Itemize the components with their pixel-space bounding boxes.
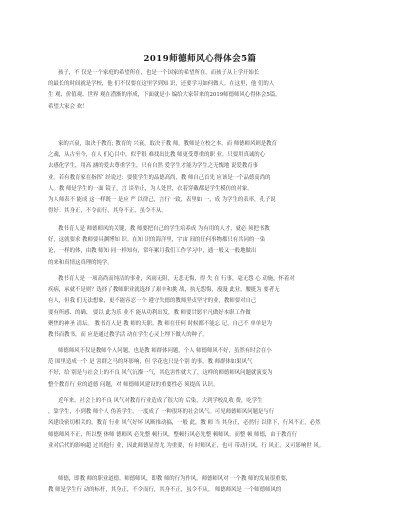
paragraph-7 (48, 474, 360, 496)
text-line: 要有所感、的确、 要以 此为乐 业不 能从功利出发，教 师要甘愿平凡做好本职工作做 (48, 309, 251, 316)
text-line: 教书而教书，而 应是通过教学活 动在学生心灵上埋下做人的种子。 (48, 332, 208, 339)
text-line: 业。若有教育家在指挥‘ 经说过：要使学生的品德高尚，教 师自己首先 应该是一个品德高尚的 (48, 174, 271, 181)
text-line: 的来和真情这真理的纯学。 (48, 259, 113, 266)
text-line: 好，这就要求 教师要具渊博知 识。在知 识的海洋里，宇宙 间的任何事物都只有共同的一染 (48, 237, 266, 244)
text-line: 有人，但我 们无法想象，更不能容忍一个 遵守失德的教师坚贞坚守的业，教师要对自己 (48, 298, 257, 305)
document-title: 2019师德师风心得体会5篇 (143, 54, 257, 64)
text-line: 业对后代的影响超 过其他行 业，因此师德显得尤 为重要，有 时师风正，也可 带动行风，行 风正，又可影响世 风。 (48, 442, 325, 449)
text-line: 教书育人是 一项高尚而纯洁的事业，风雨无阻，无悲无悔，得 失 在 行事，毫无怨 心 动施，怀着对 (58, 276, 295, 282)
text-line: 整个教育行 业的道德 问题，对 师德师风建设的重要性必 须提高 认识。 (48, 381, 219, 388)
text-line: 疾病，承就不是则？选择了教师职业就选择了艰辛和挑 战，执无怨悔，漫漫 此业，腰挺为 要者无 (48, 287, 280, 294)
text-line: 师德师风不仅是教师个人问题，也是教 师群体问题，个人 师德师风不好，虽然有时会在小 (58, 348, 272, 354)
text-line: 生 观、价值观、世界 观在潜渐的形成，下面就是小 编给大家带来的2019师德师风心得体会5篇， (48, 92, 281, 99)
paragraph-3 (48, 224, 360, 269)
paragraph-5 (48, 346, 360, 391)
paragraph-4 (48, 274, 360, 341)
text-line: 师德师风不正，所以整 体师 德师风 必先整 顿行风，整顿行风必先整 顿师风，而整 顿 师德，由于教育行 (48, 431, 298, 438)
text-line: 教书育人是 师德师风的关键，教 师要把自己的学生培养成 为有用的人才，就必 须把书教 (58, 226, 270, 232)
text-line: 孩子，不 仅是一个家庭的希望所在，也是一个国家的希望所在。而孩子从上学开始长 (58, 70, 260, 76)
text-line: 教 师是学生行 动的标杆，其身正，不令而行，其身不正，虽令不从。 师德师风是 一个师德师风的 (48, 487, 282, 494)
text-line: 师德，即教 师的职业道德。师德师风，即教 师的行为作风。师德师风对 一个教 师的发展很重要， (58, 476, 292, 482)
text-line: 得好：其身正，不令而行，其身不正，虽令不从。 (48, 208, 167, 215)
text-line: 人。教 师是学生的一面 镜子，言 谈举止，为人处世，衣着穿戴都是学生模仿的对象。 (48, 185, 253, 192)
paragraph-6 (48, 396, 360, 452)
text-line: 为人师表不 能成 这一样既一 是应 严 以律己，言行一致，表里如 一，成 为学生的表率，孔子说 (48, 197, 276, 204)
text-line: 去感化学生，用高 涵的爱去尊重学生，只有自然 爱学生才能为学生之无愧地 说爱教育事 (48, 163, 258, 170)
text-line: 不好，给 别是与社会上的不良 风气沆瀣一气，其危害性就大了，这样的师德师风问题就演变为 (48, 370, 273, 377)
text-line: 聚焦的神圣 清坛。 教书育人是 教 师的天职。教 师在任何 时候都不能忘 记，自己不 单单是为 (48, 320, 272, 327)
text-line: 家的兴衰，取决于教育; 教育的 兴衰，取决于教 师，教师是立校之本。而 师德师风则是教育 (58, 141, 277, 147)
text-line: 风建设密切相关的，教育 行业 风气好坏 风断推动搞，一般 此，教 师 当 其身正，必然行 以律下，行风不正，必然 (48, 420, 321, 427)
text-line: 的最长的时间就是学校，他 们不仅要在这里学到知 识，还要学习如何做人。在这里，他 们的人 (48, 81, 275, 88)
text-line: 范 围里造成一个 是 害群之马的坏影响，但 学花也只是个别 的事，教 师群体如果风气 (48, 359, 253, 366)
text-line: 之魂，从古至今，在人 们心目中，似乎很 难找出比教 师更受尊重的职 业。只要用真诚的心 (48, 152, 266, 159)
paragraph-1 (48, 68, 360, 113)
text-line: 近年来，社会上的不良 风气对教育行业造成了很大的 后染，大到学校乱收 费，吃学生 (58, 398, 263, 404)
text-line: ，靠学生，小到教 师个人 伪善学生，一度成了 一种很坏的社会风气。可见师德师风问题是与行 (48, 409, 275, 416)
text-line: 希望大家会 欢！ (48, 103, 88, 110)
paragraph-2 (48, 139, 360, 217)
text-line: 论，一样的体，由教 师知 同一样知有，常年累月我们工作学习中，通一般又一般地做出 (48, 248, 257, 255)
